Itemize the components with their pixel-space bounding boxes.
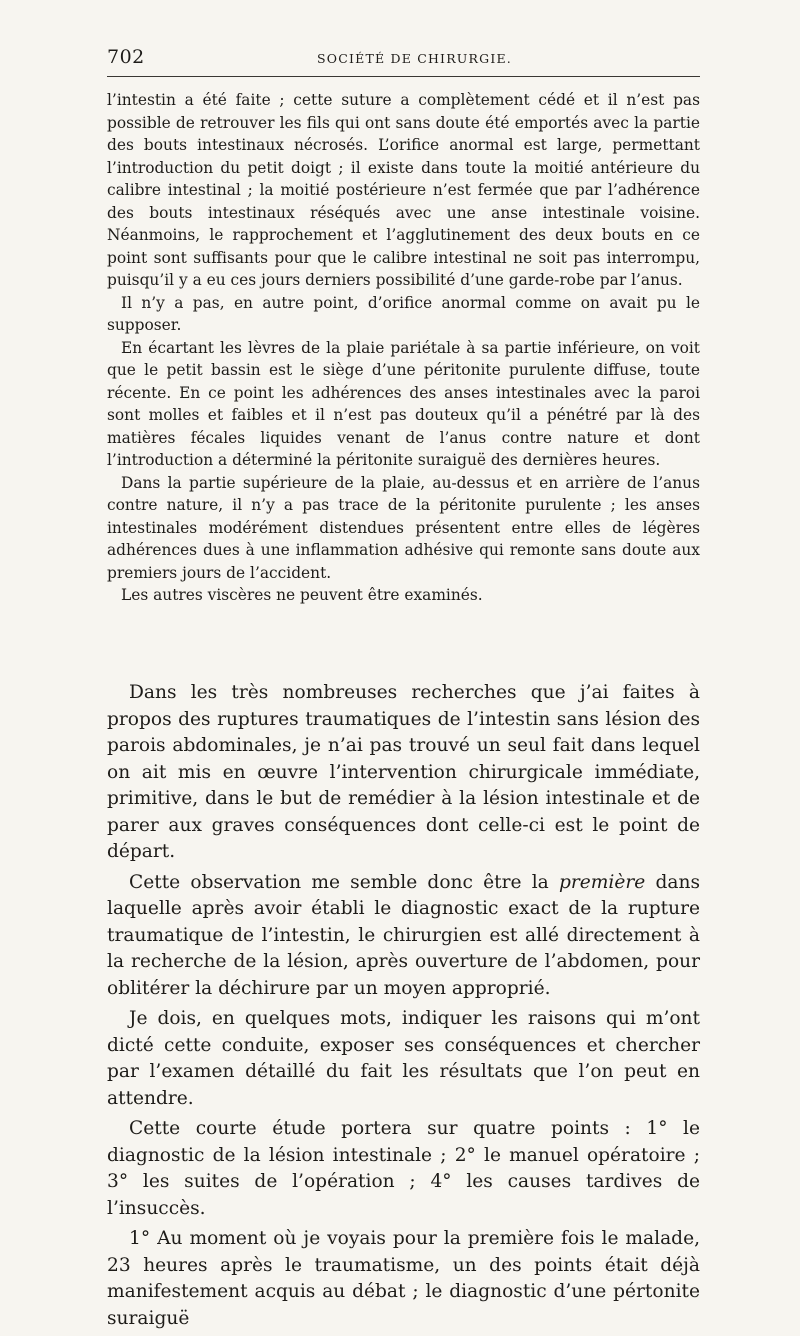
- discussion-text: Cette observation me semble donc être la: [129, 871, 559, 893]
- observation-paragraph: Dans la partie supérieure de la plaie, au-dessus et en arrière de l’anus contre nature, il n’y a pas trace de la péritonite purulente ; les anses intestinales modérément distendues présentent entre elles de légères adhérences dues à une inflammation adhésive qui remonte sans doute aux premiers jours de l’accident.: [107, 473, 700, 582]
- discussion-paragraph: 1° Au moment où je voyais pour la première fois le malade, 23 heures après le traumatisme, un des points était déjà manifestement acquis au débat ; le diagnostic d’une pértonite suraiguë: [107, 1228, 700, 1329]
- discussion-text: dans laquelle après avoir établi le diagnostic exact de la rupture traumatique de l’intestin, le chirurgien est allé directement à la recherche de la lésion, après ouverture de l’abdomen, pour oblitérer la déchirure par un moyen approprié.: [107, 871, 701, 999]
- discussion-section: [107, 680, 700, 1336]
- page-number: 702: [107, 46, 145, 68]
- observation-paragraph: Il n’y a pas, en autre point, d’orifice anormal comme on avait pu le supposer.: [107, 293, 700, 334]
- discussion-paragraph: [107, 870, 700, 1003]
- page-header: [107, 42, 700, 72]
- header-rule: [107, 76, 700, 77]
- running-title: SOCIÉTÉ DE CHIRURGIE.: [317, 51, 512, 66]
- observation-paragraph: Les autres viscères ne peuvent être examinés.: [121, 586, 483, 604]
- emphasis-premiere: première: [559, 871, 646, 893]
- discussion-paragraph: Cette courte étude portera sur quatre points : 1° le diagnostic de la lésion intestinale ; 2° le manuel opératoire ; 3° les suites de l’opération ; 4° les causes tardives de l’insuccès.: [107, 1118, 700, 1219]
- discussion-paragraph: Je dois, en quelques mots, indiquer les raisons qui m’ont dicté cette conduite, exposer ses conséquences et chercher par l’examen détaillé du fait les résultats que l’on peut en attendre.: [107, 1008, 700, 1109]
- discussion-paragraph: Dans les très nombreuses recherches que j’ai faites à propos des ruptures traumatiques de l’intestin sans lésion des parois abdominales, je n’ai pas trouvé un seul fait dans lequel on ait mis en œuvre l’intervention chirurgicale immédiate, primitive, dans le but de remédier à la lésion intestinale et de parer aux graves conséquences dont celle-ci est le point de départ.: [107, 682, 700, 862]
- observation-paragraph: l’intestin a été faite ; cette suture a complètement cédé et il n’est pas possible de retrouver les fils qui ont sans doute été emportés avec la partie des bouts intestinaux nécrosés. L’orifice anormal est large, permettant l’introduction du petit doigt ; il existe dans toute la moitié antérieure du calibre intestinal ; la moitié postérieure n’est fermée que par l’adhérence des bouts intestinaux réséqués avec une anse intestinale voisine. Néanmoins, le rapprochement et l’agglutinement des deux bouts en ce point sont suffisants pour que le calibre intestinal ne soit pas interrompu, puisqu’il y a eu ces jours derniers possibilité d’une garde-robe par l’anus.: [107, 91, 700, 289]
- observation-paragraph: En écartant les lèvres de la plaie pariétale à sa partie inférieure, on voit que le petit bassin est le siège d’une péritonite purulente diffuse, toute récente. En ce point les adhérences des anses intestinales avec la paroi sont molles et faibles et il n’est pas douteux qu’il a pénétré par là des matières fécales liquides venant de l’anus contre nature et dont l’introduction a déterminé la péritonite suraiguë des dernières heures.: [107, 338, 700, 469]
- observation-section: [107, 89, 700, 607]
